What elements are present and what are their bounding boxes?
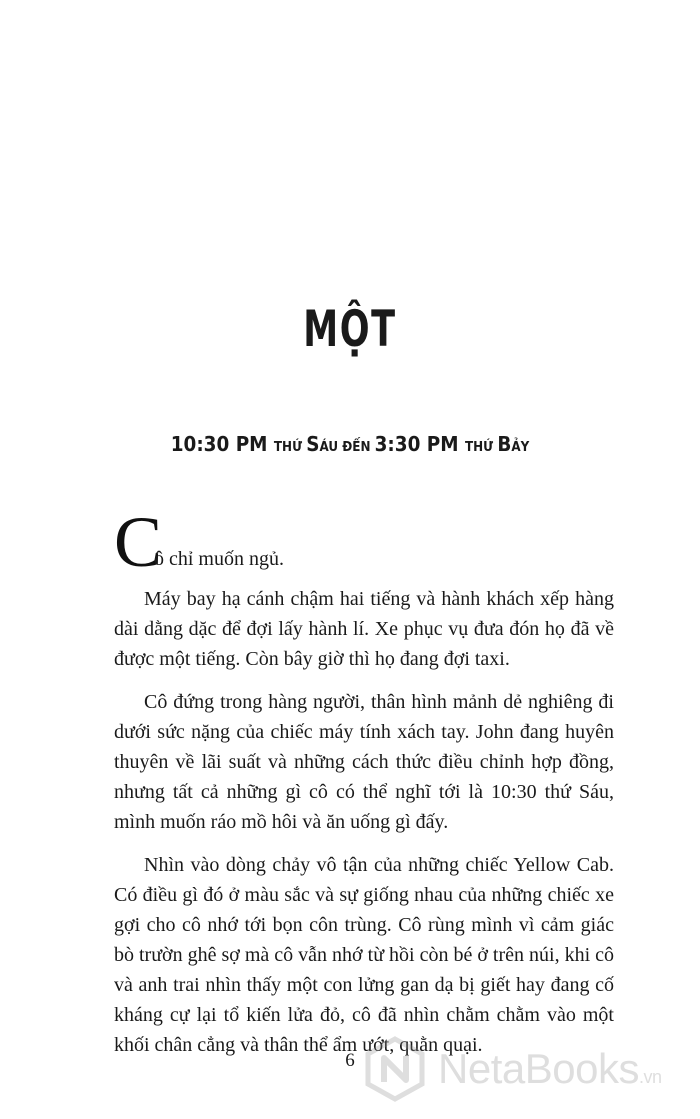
watermark-text [438,1045,661,1093]
opening-paragraph [114,502,614,582]
subtitle-segment: B [497,432,512,456]
drop-cap: C [114,502,163,582]
subtitle-segment: ĐẾN [342,440,375,455]
paragraph: Nhìn vào dòng chảy vô tận của những chiếc Yellow Cab. Có điều gì đó ở màu sắc và sự giống nhau của những chiếc xe gợi cho cô nhớ tới bọn côn trùng. Cô rùng mình vì cảm giác bò trườn ghê sợ mà cô vẫn nhớ từ hồi còn bé ở trên núi, khi cô và anh trai nhìn thấy một con lửng gan dạ bị giết hay đang cố kháng cự lại tổ kiến lửa đỏ, cô đã nhìn chằm chằm vào một khối chân cẳng và thân thể ẩm ướt, quằn quại. [114,854,614,1056]
subtitle-segment: THỨ [465,440,498,455]
paragraph: Máy bay hạ cánh chậm hai tiếng và hành khách xếp hàng dài dằng dặc để đợi lấy hành lí. Xe phục vụ đưa đón họ đã về được một tiếng. Còn bây giờ thì họ đang đợi taxi. [114,588,614,670]
chapter-title: MỘT [303,300,397,358]
subtitle-segment: S [306,432,320,456]
body-text [114,502,614,1073]
subtitle-segment: ÁU [319,440,343,455]
subtitle-segment: 10:30 PM [170,432,274,456]
watermark [362,1033,692,1105]
watermark-tld: .vn [638,1067,662,1087]
chapter-subtitle [28,432,672,456]
watermark-brand: NetaBooks [438,1045,639,1092]
netabooks-logo-icon [362,1036,428,1102]
page-number: 6 [345,1050,355,1071]
opening-line: ô chỉ muốn ngủ. [154,548,284,570]
subtitle-segment: THỨ [273,440,307,455]
paragraph: Cô đứng trong hàng người, thân hình mảnh dẻ nghiêng đi dưới sức nặng của chiếc máy tính xách tay. John đang huyên thuyên về lãi suất và những cách thức điều chỉnh hợp đồng, nhưng tất cả những gì cô có thể nghĩ tới là 10:30 thứ Sáu, mình muốn ráo mồ hôi và ăn uống gì đấy. [114,691,614,833]
subtitle-segment: 3:30 PM [374,432,465,456]
subtitle-segment: ẢY [511,440,530,455]
